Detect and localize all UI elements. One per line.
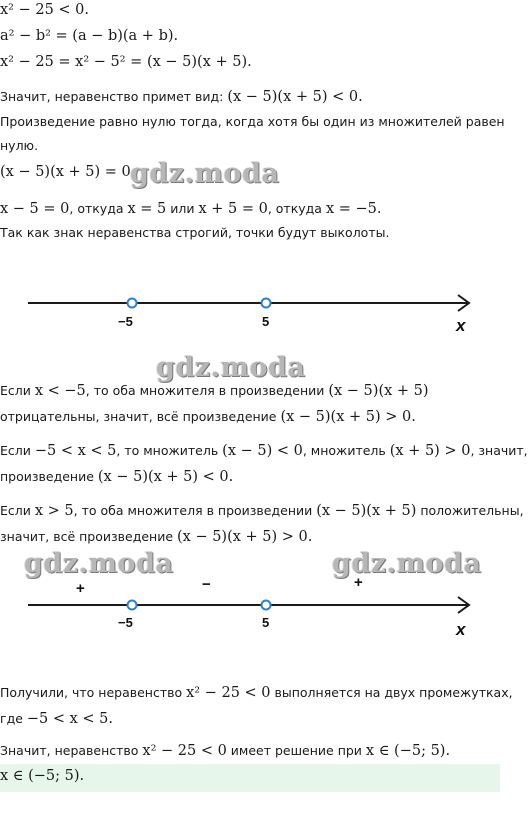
tick-label-minus-5: −5 [118, 314, 133, 329]
sign-plus-left: + [76, 580, 85, 597]
roots-line: x − 5 = 0, откуда x = 5 или x + 5 = 0, откуда x = −5. [0, 201, 382, 217]
factor-line: x² − 25 = x² − 5² = (x − 5)(x + 5). [0, 54, 252, 70]
axis-label-x: x [456, 620, 466, 639]
case-right-line-2: значит, всё произведение (x − 5)(x + 5) > 0. [0, 529, 313, 545]
point-minus-5 [128, 601, 137, 610]
case-middle-line-2: произведение (x − 5)(x + 5) < 0. [0, 469, 234, 485]
strict-note-line: Так как знак неравенства строгий, точки будут выколоты. [0, 225, 390, 240]
equation-line: (x − 5)(x + 5) = 0. [0, 164, 136, 180]
inequality-line: x² − 25 < 0. [0, 2, 90, 18]
product-zero-line-end: нулю. [0, 138, 39, 153]
point-5 [262, 299, 271, 308]
watermark: gdz.moda [130, 158, 280, 189]
case-left-line: Если x < −5, то оба множителя в произведении (x − 5)(x + 5) [0, 383, 429, 399]
sign-plus-right: + [354, 574, 363, 591]
number-line-1 [0, 288, 500, 338]
point-minus-5 [128, 299, 137, 308]
case-right-line: Если x > 5, то оба множителя в произведении (x − 5)(x + 5) положительны, [0, 503, 524, 519]
case-middle-line: Если −5 < x < 5, то множитель (x − 5) < 0, множитель (x + 5) > 0, значит, [0, 443, 528, 459]
tick-label-5: 5 [262, 314, 270, 329]
conclusion-line-2: где −5 < x < 5. [0, 711, 113, 727]
formula-line: a² − b² = (a − b)(a + b). [0, 28, 179, 44]
tick-label-minus-5: −5 [118, 615, 133, 630]
answer-text: x ∈ (−5; 5). [0, 768, 85, 784]
number-line-2 [0, 590, 500, 630]
product-zero-line: Произведение равно нулю тогда, когда хотя бы один из множителей равен [0, 114, 505, 129]
watermark: gdz.moda [156, 352, 306, 383]
conclusion-line: Получили, что неравенство x² − 25 < 0 выполняется на двух промежутках, [0, 685, 513, 701]
solution-line: Значит, неравенство x² − 25 < 0 имеет решение при x ∈ (−5; 5). [0, 743, 451, 759]
axis-label-x: x [456, 316, 466, 335]
tick-label-5: 5 [262, 615, 270, 630]
sign-minus-middle: − [202, 576, 211, 593]
watermark: gdz.moda [332, 548, 482, 579]
case-left-line-2: отрицательны, значит, всё произведение (x − 5)(x + 5) > 0. [0, 409, 416, 425]
point-5 [262, 601, 271, 610]
watermark: gdz.moda [24, 548, 174, 579]
rewrite-line: Значит, неравенство примет вид: (x − 5)(x + 5) < 0. [0, 89, 363, 105]
